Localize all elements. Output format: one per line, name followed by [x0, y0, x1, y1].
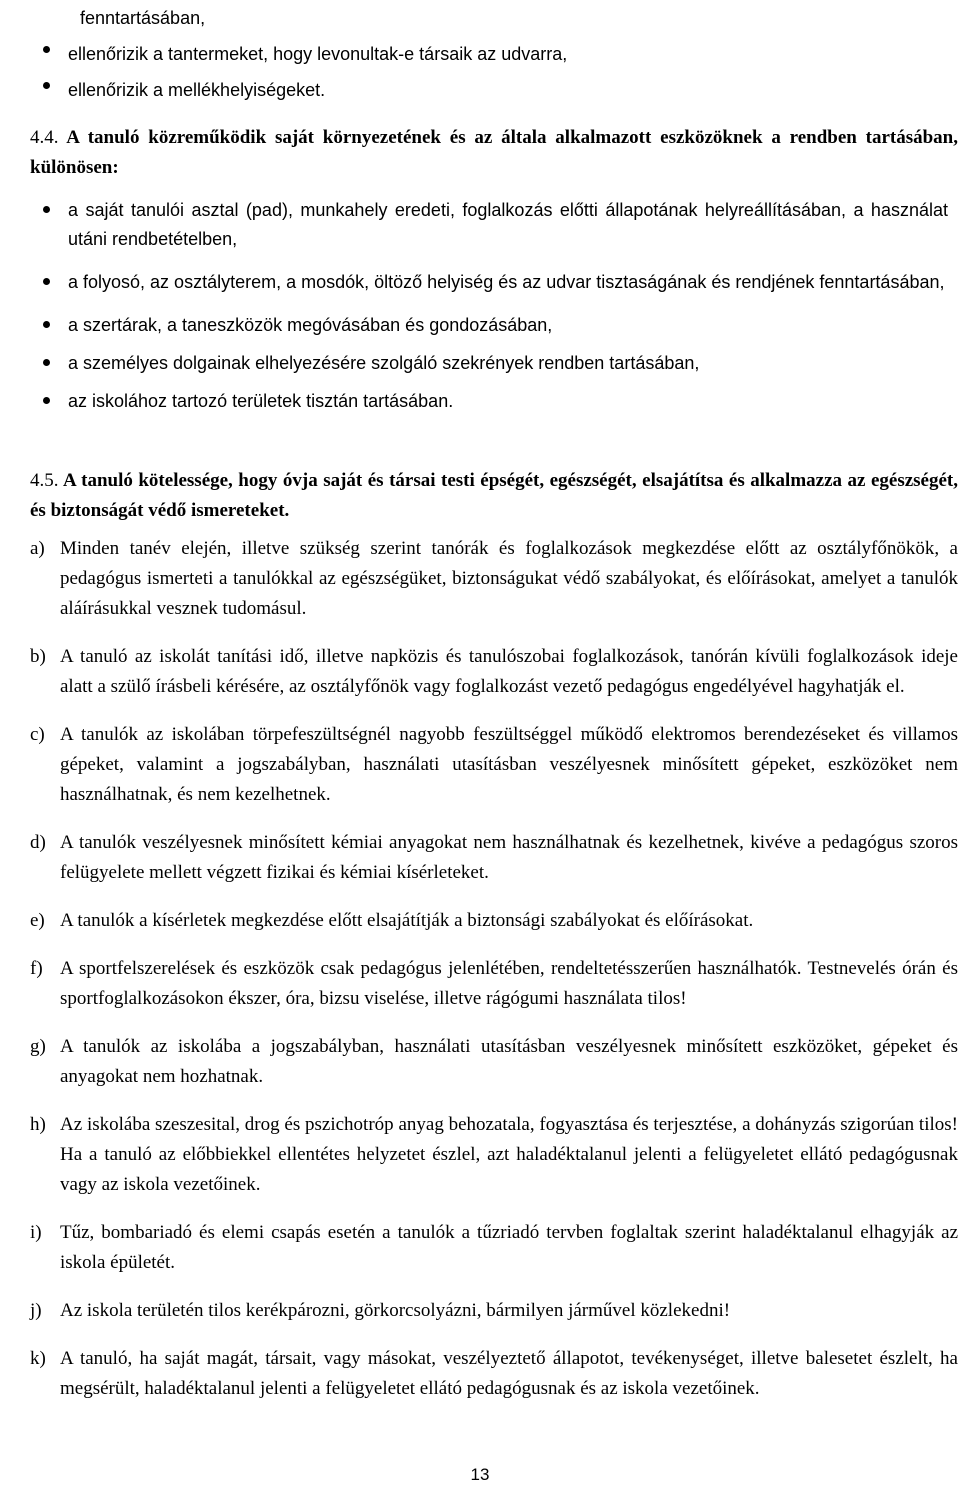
section-4-4-bullet-list [0, 196, 960, 425]
list-item [30, 1296, 958, 1326]
item-text: A tanulók az iskolában törpefeszültségnél nagyobb feszültséggel működő elektromos berendezéseket és villamos gépeket, valamint a jogszabályban, használati utasításban veszélyesnek minősített gépeket, eszközöket nem használhatnak, és nem kezelhetnek. [60, 724, 958, 805]
list-item [30, 954, 958, 1014]
list-item: ellenőrizik a mellékhelyiségeket. [0, 72, 960, 108]
item-text: A tanulók a kísérletek megkezdése előtt elsajátítják a biztonsági szabályokat és előírásokat. [60, 910, 754, 931]
item-label: g) [30, 1036, 46, 1057]
section-number: 4.4. [30, 127, 59, 148]
item-label: c) [30, 724, 45, 745]
item-text: A tanulók az iskolába a jogszabályban, használati utasításban veszélyesnek minősített eszközöket, gépeket és anyagokat nem hozhatnak. [60, 1036, 958, 1087]
list-item [30, 642, 958, 702]
item-label: e) [30, 910, 45, 931]
item-label: i) [30, 1222, 42, 1243]
list-item: a személyes dolgainak elhelyezésére szolgáló szekrények rendben tartásában, [0, 349, 960, 378]
item-text: Az iskola területén tilos kerékpározni, görkorcsolyázni, bármilyen járművel közlekedni! [60, 1300, 731, 1321]
item-text: A sportfelszerelések és eszközök csak pedagógus jelenlétében, rendeltetésszerűen használhatók. Testnevelés órán és sportfoglalkozásokon ékszer, óra, bizsu viselése, illetve rágógumi használata tilos! [60, 958, 958, 1009]
list-item [30, 1032, 958, 1092]
list-item [30, 534, 958, 624]
section-title: A tanuló közreműködik saját környezetének és az általa alkalmazott eszközöknek a rendben tartásában, különösen: [30, 127, 959, 178]
item-text: Minden tanév elején, illetve szükség szerint tanórák és foglalkozások megkezdése előtt az osztályfőnökök, a pedagógus ismerteti a tanulókkal az egészségüket, biztonságukat védő szabályokat, és előírásokat, amelyet a tanulók aláírásukkal vesznek tudomásul. [60, 538, 958, 619]
top-bullet-list [0, 36, 960, 108]
list-item: az iskolához tartozó területek tisztán tartásában. [0, 387, 960, 416]
list-item [30, 720, 958, 810]
section-heading-4-4 [30, 123, 958, 183]
list-item: ellenőrizik a tantermeket, hogy levonultak-e társaik az udvarra, [0, 36, 960, 72]
continuation-text: fenntartásában, [80, 8, 206, 28]
item-label: k) [30, 1348, 46, 1369]
list-item: a saját tanulói asztal (pad), munkahely eredeti, foglalkozás előtti állapotának helyreállításában, a használat utáni rendbetételben, [0, 196, 960, 254]
item-text: A tanuló, ha saját magát, társait, vagy másokat, veszélyeztető állapotot, tevékenységet, illetve balesetet észlelt, ha megsérült, haladéktalanul jelenti a felügyeletet ellátó pedagógusnak és az iskola vezetőinek. [60, 1348, 958, 1399]
item-label: f) [30, 958, 43, 979]
list-item [30, 906, 958, 936]
list-item [30, 1344, 958, 1404]
item-text: Tűz, bombariadó és elemi csapás esetén a tanulók a tűzriadó tervben foglaltak szerint haladéktalanul elhagyják az iskola épületét. [60, 1222, 958, 1273]
item-text: Az iskolába szeszesital, drog és pszichotróp anyag behozatala, fogyasztása és terjesztése, a dohányzás szigorúan tilos! Ha a tanuló az előbbiekkel ellentétes helyzetet észlel, azt haladéktalanul jelenti a felügyeletet ellátó pedagógusnak vagy az iskola vezetőinek. [60, 1114, 958, 1195]
section-heading-4-5 [30, 466, 958, 526]
item-label: h) [30, 1114, 46, 1135]
item-label: d) [30, 832, 46, 853]
list-item [30, 828, 958, 888]
section-4-5-items [30, 534, 958, 1422]
list-item [30, 1218, 958, 1278]
list-item: a folyosó, az osztályterem, a mosdók, öltöző helyiség és az udvar tisztaságának és rendjének fenntartásában, [0, 268, 960, 297]
item-label: b) [30, 646, 46, 667]
section-number: 4.5. [30, 470, 59, 491]
list-item: a szertárak, a taneszközök megóvásában és gondozásában, [0, 311, 960, 340]
section-title: A tanuló kötelessége, hogy óvja saját és társai testi épségét, egészségét, elsajátítsa és alkalmazza az egészségét, és biztonságát védő ismereteket. [30, 470, 958, 521]
item-text: A tanulók veszélyesnek minősített kémiai anyagokat nem használhatnak és kezelhetnek, kivéve a pedagógus szoros felügyelete mellett végzett fizikai és kémiai kísérleteket. [60, 832, 958, 883]
list-item [30, 1110, 958, 1200]
page-number: 13 [470, 1465, 490, 1484]
item-text: A tanuló az iskolát tanítási idő, illetve napközis és tanulószobai foglalkozások, tanórán kívüli foglalkozások ideje alatt a szülő írásbeli kérésére, az osztályfőnök vagy foglalkozást vezető pedagógus engedélyével hagyhatják el. [60, 646, 958, 697]
item-label: a) [30, 538, 45, 559]
item-label: j) [30, 1300, 42, 1321]
